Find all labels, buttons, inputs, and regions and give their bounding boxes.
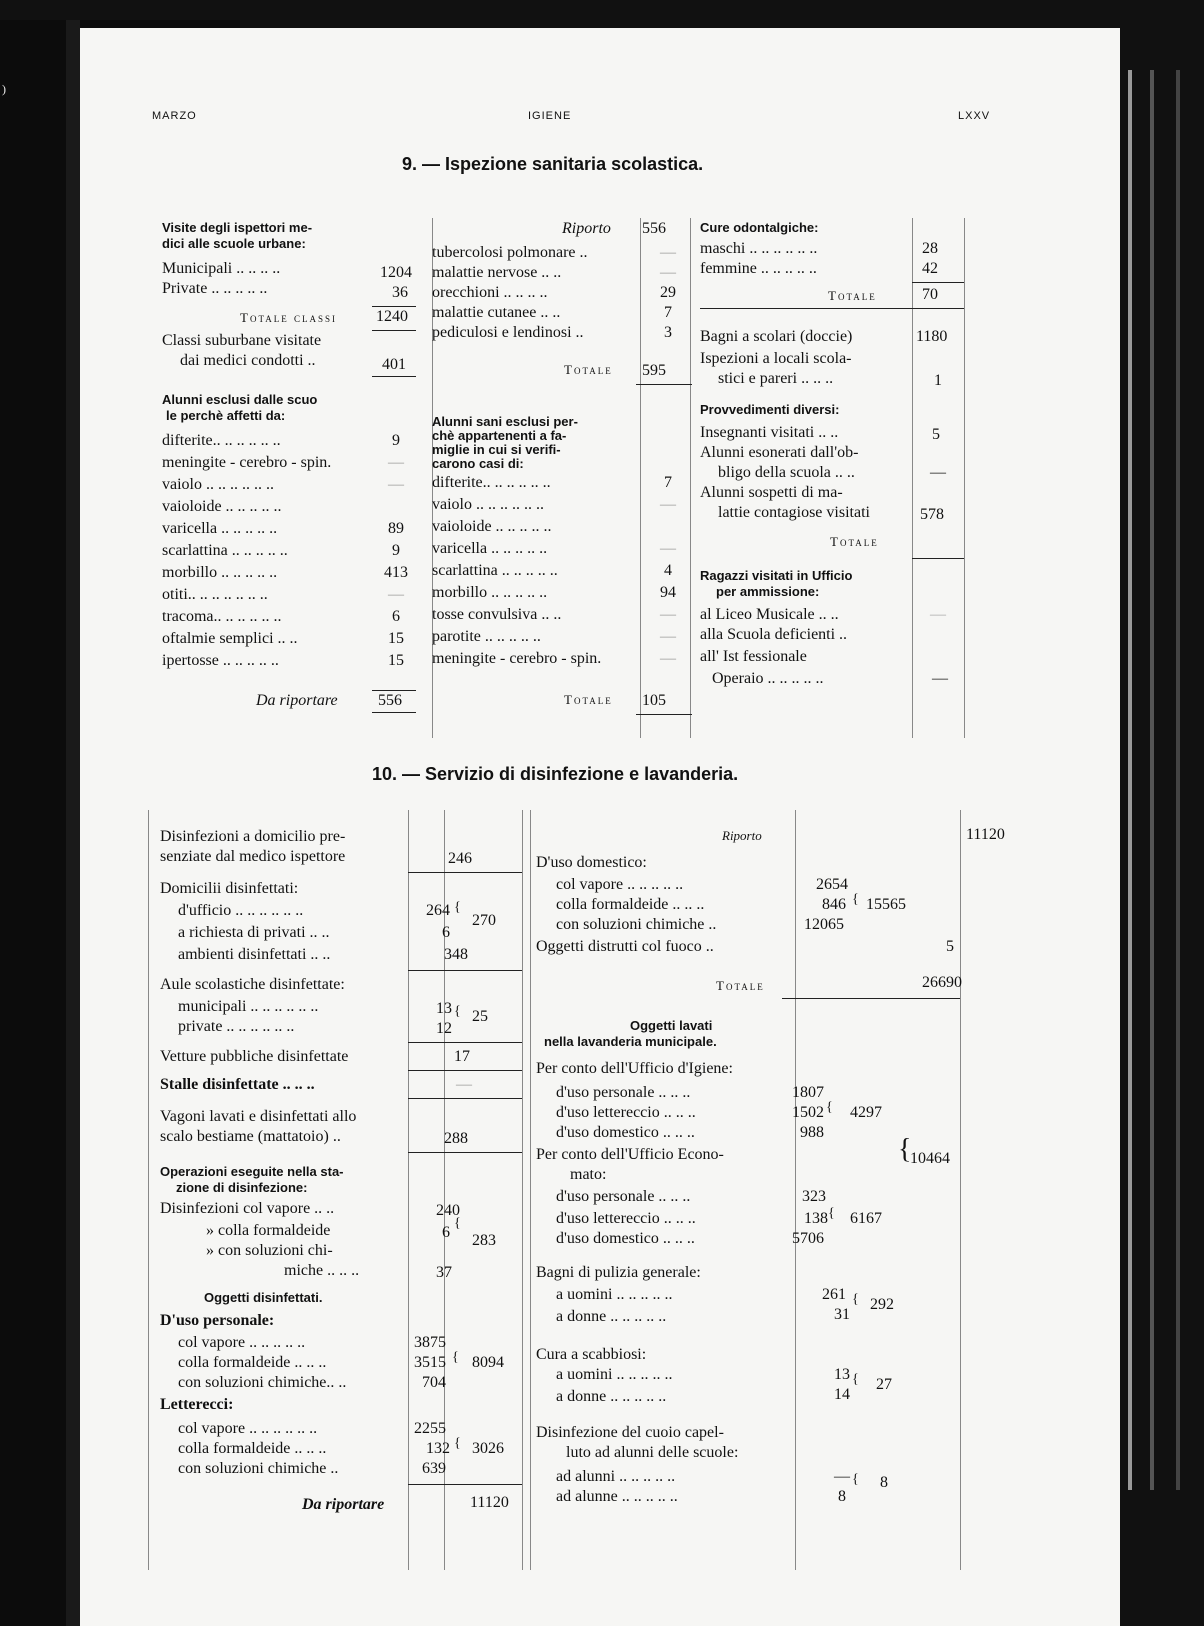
scan-stripe <box>1150 70 1154 1490</box>
label: Operaio .. .. .. .. .. <box>712 670 824 687</box>
row-value: — <box>388 454 404 471</box>
value: 401 <box>382 356 406 373</box>
value: 1807 <box>792 1084 824 1101</box>
label: col vapore .. .. .. .. .. .. <box>178 1420 318 1437</box>
value: 1204 <box>380 264 412 281</box>
row-label: tracoma.. .. .. .. .. .. <box>162 608 282 625</box>
value: 348 <box>444 946 468 963</box>
label: Private .. .. .. .. .. <box>162 280 268 297</box>
heading: Operazioni eseguite nella sta- <box>160 1164 344 1179</box>
label: senziate dal medico ispettore <box>160 848 346 865</box>
rule <box>408 1098 522 1099</box>
label: ambienti disinfettati .. .. <box>178 946 331 963</box>
brace-icon: { <box>454 900 461 915</box>
row-value: 3 <box>664 324 672 341</box>
row-value: 89 <box>388 520 404 537</box>
rule <box>408 970 522 971</box>
divider <box>522 810 523 1570</box>
value: 1 <box>934 372 942 389</box>
row-value: — <box>660 628 676 645</box>
row-label: difterite.. .. .. .. .. .. <box>432 474 551 491</box>
value: — <box>834 1468 850 1485</box>
label: Stalle disinfettate .. .. .. <box>160 1076 315 1093</box>
label: Bagni a scolari (doccie) <box>700 328 853 345</box>
rule <box>408 872 522 873</box>
divider <box>690 218 691 738</box>
label: Aule scolastiche disinfettate: <box>160 976 345 993</box>
margin-mark: ) <box>2 82 6 96</box>
heading: nella lavanderia municipale. <box>544 1034 717 1049</box>
value: 28 <box>922 240 938 257</box>
value: 240 <box>436 1202 460 1219</box>
value: 2654 <box>816 876 848 893</box>
label: colla formaldeide .. .. .. <box>178 1354 327 1371</box>
label: bligo della scuola .. .. <box>718 464 855 481</box>
value: 36 <box>392 284 408 301</box>
value: 3875 <box>414 1334 446 1351</box>
row-label: difterite.. .. .. .. .. .. <box>162 432 281 449</box>
brace-icon: { <box>852 1292 859 1307</box>
label: colla formaldeide .. .. .. <box>178 1440 327 1457</box>
value: 261 <box>822 1286 846 1303</box>
label: D'uso domestico: <box>536 854 647 871</box>
group-total: 27 <box>876 1376 892 1393</box>
row-value: 9 <box>392 432 400 449</box>
running-header-center: IGIENE <box>528 110 572 122</box>
rule <box>408 1484 522 1485</box>
value: 1502 <box>792 1104 824 1121</box>
document-page <box>80 28 1120 1626</box>
divider <box>960 810 961 1570</box>
heading: zione di disinfezione: <box>176 1180 308 1195</box>
divider <box>408 810 409 1570</box>
label: miche .. .. .. <box>284 1262 360 1279</box>
label: a uomini .. .. .. .. .. <box>556 1366 673 1383</box>
divider <box>640 218 641 738</box>
value: 11120 <box>966 826 1005 843</box>
total-label: Totale <box>828 288 877 303</box>
row-value: 15 <box>388 630 404 647</box>
group-total: 4297 <box>850 1104 882 1121</box>
section-10-title: 10. — Servizio di disinfezione e lavanderia. <box>372 764 739 784</box>
value: 5706 <box>792 1230 824 1247</box>
group-total: 283 <box>472 1232 496 1249</box>
heading: Alunni sani esclusi per- <box>432 414 578 429</box>
label: al Liceo Musicale .. .. <box>700 606 839 623</box>
row-value: 4 <box>664 562 672 579</box>
value: 37 <box>436 1264 452 1281</box>
value: — <box>932 670 948 687</box>
label: lattie contagiose visitati <box>718 504 870 521</box>
row-value: 7 <box>664 474 672 491</box>
group-total: 292 <box>870 1296 894 1313</box>
group-total: 8 <box>880 1474 888 1491</box>
scan-stripe <box>1128 70 1132 1490</box>
row-label: otiti.. .. .. .. .. .. .. <box>162 586 268 603</box>
value: 246 <box>448 850 472 867</box>
label: » colla formaldeide <box>206 1222 331 1239</box>
brace-icon: { <box>452 1350 459 1365</box>
row-value: 29 <box>660 284 676 301</box>
label: Per conto dell'Ufficio Econo- <box>536 1146 724 1163</box>
value: 6 <box>442 924 450 941</box>
divider <box>148 810 149 1570</box>
label: d'uso lettereccio .. .. .. <box>556 1210 696 1227</box>
row-label: pediculosi e lendinosi .. <box>432 324 584 341</box>
value: 132 <box>426 1440 450 1457</box>
row-label: varicella .. .. .. .. .. <box>162 520 278 537</box>
value: 556 <box>378 692 402 709</box>
label: ad alunne .. .. .. .. .. <box>556 1488 678 1505</box>
row-label: oftalmie semplici .. .. <box>162 630 298 647</box>
label: Insegnanti visitati .. .. <box>700 424 839 441</box>
row-value: — <box>660 244 676 261</box>
label: col vapore .. .. .. .. .. <box>556 876 684 893</box>
value: 42 <box>922 260 938 277</box>
row-label: orecchioni .. .. .. .. <box>432 284 548 301</box>
label: con soluzioni chimiche.. .. <box>178 1374 347 1391</box>
total-label: Totale <box>830 534 879 549</box>
divider <box>795 810 796 1570</box>
label: a donne .. .. .. .. .. <box>556 1388 667 1405</box>
value: 8 <box>838 1488 846 1505</box>
label: all' Ist fessionale <box>700 648 807 665</box>
value: 264 <box>426 902 450 919</box>
brace-icon: { <box>454 1436 461 1451</box>
value: 12065 <box>804 916 844 933</box>
label: colla formaldeide .. .. .. <box>556 896 705 913</box>
value: 13 <box>834 1366 850 1383</box>
group-total: 3026 <box>472 1440 504 1457</box>
label: » con soluzioni chi- <box>206 1242 333 1259</box>
label: Municipali .. .. .. .. <box>162 260 281 277</box>
value: 17 <box>454 1048 470 1065</box>
label: private .. .. .. .. .. .. <box>178 1018 295 1035</box>
label: luto ad alunni delle scuole: <box>566 1444 739 1461</box>
label: Letterecci: <box>160 1396 234 1413</box>
label: con soluzioni chimiche .. <box>556 916 717 933</box>
row-label: ipertosse .. .. .. .. .. <box>162 652 279 669</box>
heading: chè appartenenti a fa- <box>432 428 567 443</box>
row-label: malattie nervose .. .. <box>432 264 562 281</box>
value: 14 <box>834 1386 850 1403</box>
value: 6 <box>442 1224 450 1241</box>
row-label: vaiolo .. .. .. .. .. .. <box>432 496 544 513</box>
group-total: 25 <box>472 1008 488 1025</box>
rule <box>372 306 416 307</box>
brace-icon: { <box>852 1472 859 1487</box>
total-label: Totale <box>564 362 613 377</box>
value: 323 <box>802 1188 826 1205</box>
heading: Visite degli ispettori me- <box>162 220 313 235</box>
brace-icon: { <box>852 892 859 907</box>
heading: miglie in cui si verifi- <box>432 442 561 457</box>
label: Disinfezione del cuoio capel- <box>536 1424 724 1441</box>
row-label: scarlattina .. .. .. .. .. <box>432 562 558 579</box>
label: Per conto dell'Ufficio d'Igiene: <box>536 1060 733 1077</box>
heading: Cure odontalgiche: <box>700 220 819 235</box>
row-label: vaioloide .. .. .. .. .. <box>162 498 282 515</box>
label: a richiesta di privati .. .. <box>178 924 330 941</box>
scan-border-right <box>1120 0 1204 1626</box>
label: alla Scuola deficienti .. <box>700 626 848 643</box>
row-value: 7 <box>664 304 672 321</box>
brace-icon: { <box>454 1216 461 1231</box>
row-value: — <box>660 496 676 513</box>
label: Classi suburbane visitate <box>162 332 322 349</box>
rule <box>372 712 416 713</box>
brace-icon: { <box>826 1100 833 1115</box>
label: a uomini .. .. .. .. .. <box>556 1286 673 1303</box>
brace-icon: { <box>898 1134 912 1165</box>
scan-stripe <box>1176 70 1180 1490</box>
rule <box>636 714 692 715</box>
label: municipali .. .. .. .. .. .. <box>178 998 319 1015</box>
divider <box>964 218 965 738</box>
rule <box>408 1070 522 1071</box>
row-label: tubercolosi polmonare .. <box>432 244 588 261</box>
brace-icon: { <box>454 1004 461 1019</box>
brace-icon: { <box>828 1206 835 1221</box>
value: 846 <box>822 896 846 913</box>
carry-label: Riporto <box>722 828 762 843</box>
heading: Provvedimenti diversi: <box>700 402 840 417</box>
value: 639 <box>422 1460 446 1477</box>
value: 5 <box>932 426 940 443</box>
row-label: meningite - cerebro - spin. <box>162 454 332 471</box>
rule <box>912 558 964 559</box>
rule <box>372 376 416 377</box>
value: 5 <box>946 938 954 955</box>
label: stici e pareri .. .. .. <box>718 370 834 387</box>
label: d'uso domestico .. .. .. <box>556 1230 695 1247</box>
label: Alunni sospetti di ma- <box>700 484 843 501</box>
row-value: — <box>660 540 676 557</box>
value: 3515 <box>414 1354 446 1371</box>
value: 595 <box>642 362 666 379</box>
rule <box>782 998 960 999</box>
row-label: tosse convulsiva .. .. <box>432 606 562 623</box>
value: 13 <box>436 1000 452 1017</box>
group-total: 6167 <box>850 1210 882 1227</box>
label: mato: <box>570 1166 607 1183</box>
row-label: scarlattina .. .. .. .. .. <box>162 542 288 559</box>
rule <box>408 1042 522 1043</box>
row-label: morbillo .. .. .. .. .. <box>162 564 278 581</box>
label: Alunni esonerati dall'ob- <box>700 444 859 461</box>
carry-label: Da riportare <box>302 1496 385 1513</box>
row-label: morbillo .. .. .. .. .. <box>432 584 548 601</box>
row-label: vaiolo .. .. .. .. .. .. <box>162 476 274 493</box>
divider <box>530 810 531 1570</box>
value: 988 <box>800 1124 824 1141</box>
row-value: 15 <box>388 652 404 669</box>
label: Ispezioni a locali scola- <box>700 350 852 367</box>
value: 11120 <box>470 1494 509 1511</box>
label: d'ufficio .. .. .. .. .. .. <box>178 902 304 919</box>
value: 704 <box>422 1374 446 1391</box>
value: — <box>930 464 946 481</box>
heading: carono casi di: <box>432 456 524 471</box>
row-value: — <box>660 650 676 667</box>
row-value: 413 <box>384 564 408 581</box>
rule <box>912 282 964 283</box>
row-value: — <box>660 264 676 281</box>
heading: Oggetti disinfettati. <box>204 1290 323 1305</box>
label: d'uso personale .. .. .. <box>556 1084 691 1101</box>
running-header-left: MARZO <box>152 110 197 122</box>
heading: Ragazzi visitati in Ufficio <box>700 568 853 583</box>
label: Disinfezioni col vapore .. .. <box>160 1200 335 1217</box>
group-total: 10464 <box>910 1150 950 1167</box>
carry-label: Riporto <box>562 220 611 237</box>
value: 288 <box>444 1130 468 1147</box>
heading: per ammissione: <box>716 584 820 599</box>
label: Vetture pubbliche disinfettate <box>160 1048 349 1065</box>
row-label: malattie cutanee .. .. <box>432 304 561 321</box>
label: col vapore .. .. .. .. .. <box>178 1334 306 1351</box>
heading: le perchè affetti da: <box>166 408 286 423</box>
total-label: Totale <box>564 692 613 707</box>
label: maschi .. .. .. .. .. .. <box>700 240 818 257</box>
value: 105 <box>642 692 666 709</box>
carry-label: Da riportare <box>256 692 338 709</box>
group-total: 15565 <box>866 896 906 913</box>
label: d'uso personale .. .. .. <box>556 1188 691 1205</box>
label: D'uso personale: <box>160 1312 275 1329</box>
row-value: — <box>388 476 404 493</box>
scan-border-left <box>66 20 80 1626</box>
rule <box>408 1152 522 1153</box>
label: Oggetti distrutti col fuoco .. <box>536 938 714 955</box>
value: 31 <box>834 1306 850 1323</box>
value: 1180 <box>916 328 948 345</box>
value: 2255 <box>414 1420 446 1437</box>
row-value: 6 <box>392 608 400 625</box>
value: 138 <box>804 1210 828 1227</box>
row-label: meningite - cerebro - spin. <box>432 650 602 667</box>
row-value: — <box>660 606 676 623</box>
row-value: 94 <box>660 584 676 601</box>
heading: Alunni esclusi dalle scuo <box>162 392 318 407</box>
heading: dici alle scuole urbane: <box>162 236 306 251</box>
value: — <box>456 1076 472 1093</box>
value: 70 <box>922 286 938 303</box>
label: ad alunni .. .. .. .. .. <box>556 1468 676 1485</box>
value: 1240 <box>376 308 408 325</box>
label: dai medici condotti .. <box>180 352 316 369</box>
label: Vagoni lavati e disinfettati allo <box>160 1108 357 1125</box>
label: d'uso domestico .. .. .. <box>556 1124 695 1141</box>
label: femmine .. .. .. .. .. <box>700 260 817 277</box>
brace-icon: { <box>852 1372 859 1387</box>
total-label: Totale classi <box>240 310 337 325</box>
total-label: Totale <box>716 978 765 993</box>
section-9-title: 9. — Ispezione sanitaria scolastica. <box>402 154 704 174</box>
group-total: 270 <box>472 912 496 929</box>
value: — <box>930 606 946 623</box>
divider <box>912 218 913 738</box>
label: con soluzioni chimiche .. <box>178 1460 339 1477</box>
row-label: varicella .. .. .. .. .. <box>432 540 548 557</box>
rule <box>636 384 692 385</box>
row-label: vaioloide .. .. .. .. .. <box>432 518 552 535</box>
rule <box>372 690 416 691</box>
label: a donne .. .. .. .. .. <box>556 1308 667 1325</box>
rule <box>700 308 964 309</box>
value: 556 <box>642 220 666 237</box>
value: 26690 <box>922 974 962 991</box>
row-value: 9 <box>392 542 400 559</box>
rule <box>372 330 416 331</box>
heading: Oggetti lavati <box>630 1018 713 1033</box>
value: 578 <box>920 506 944 523</box>
row-value: — <box>388 586 404 603</box>
label: Domicilii disinfettati: <box>160 880 299 897</box>
label: scalo bestiame (mattatoio) .. <box>160 1128 341 1145</box>
label: Bagni di pulizia generale: <box>536 1264 701 1281</box>
row-label: parotite .. .. .. .. .. <box>432 628 541 645</box>
label: d'uso lettereccio .. .. .. <box>556 1104 696 1121</box>
label: Disinfezioni a domicilio pre- <box>160 828 346 845</box>
running-header-right: LXXV <box>958 110 991 122</box>
label: Cura a scabbiosi: <box>536 1346 647 1363</box>
value: 12 <box>436 1020 452 1037</box>
group-total: 8094 <box>472 1354 504 1371</box>
